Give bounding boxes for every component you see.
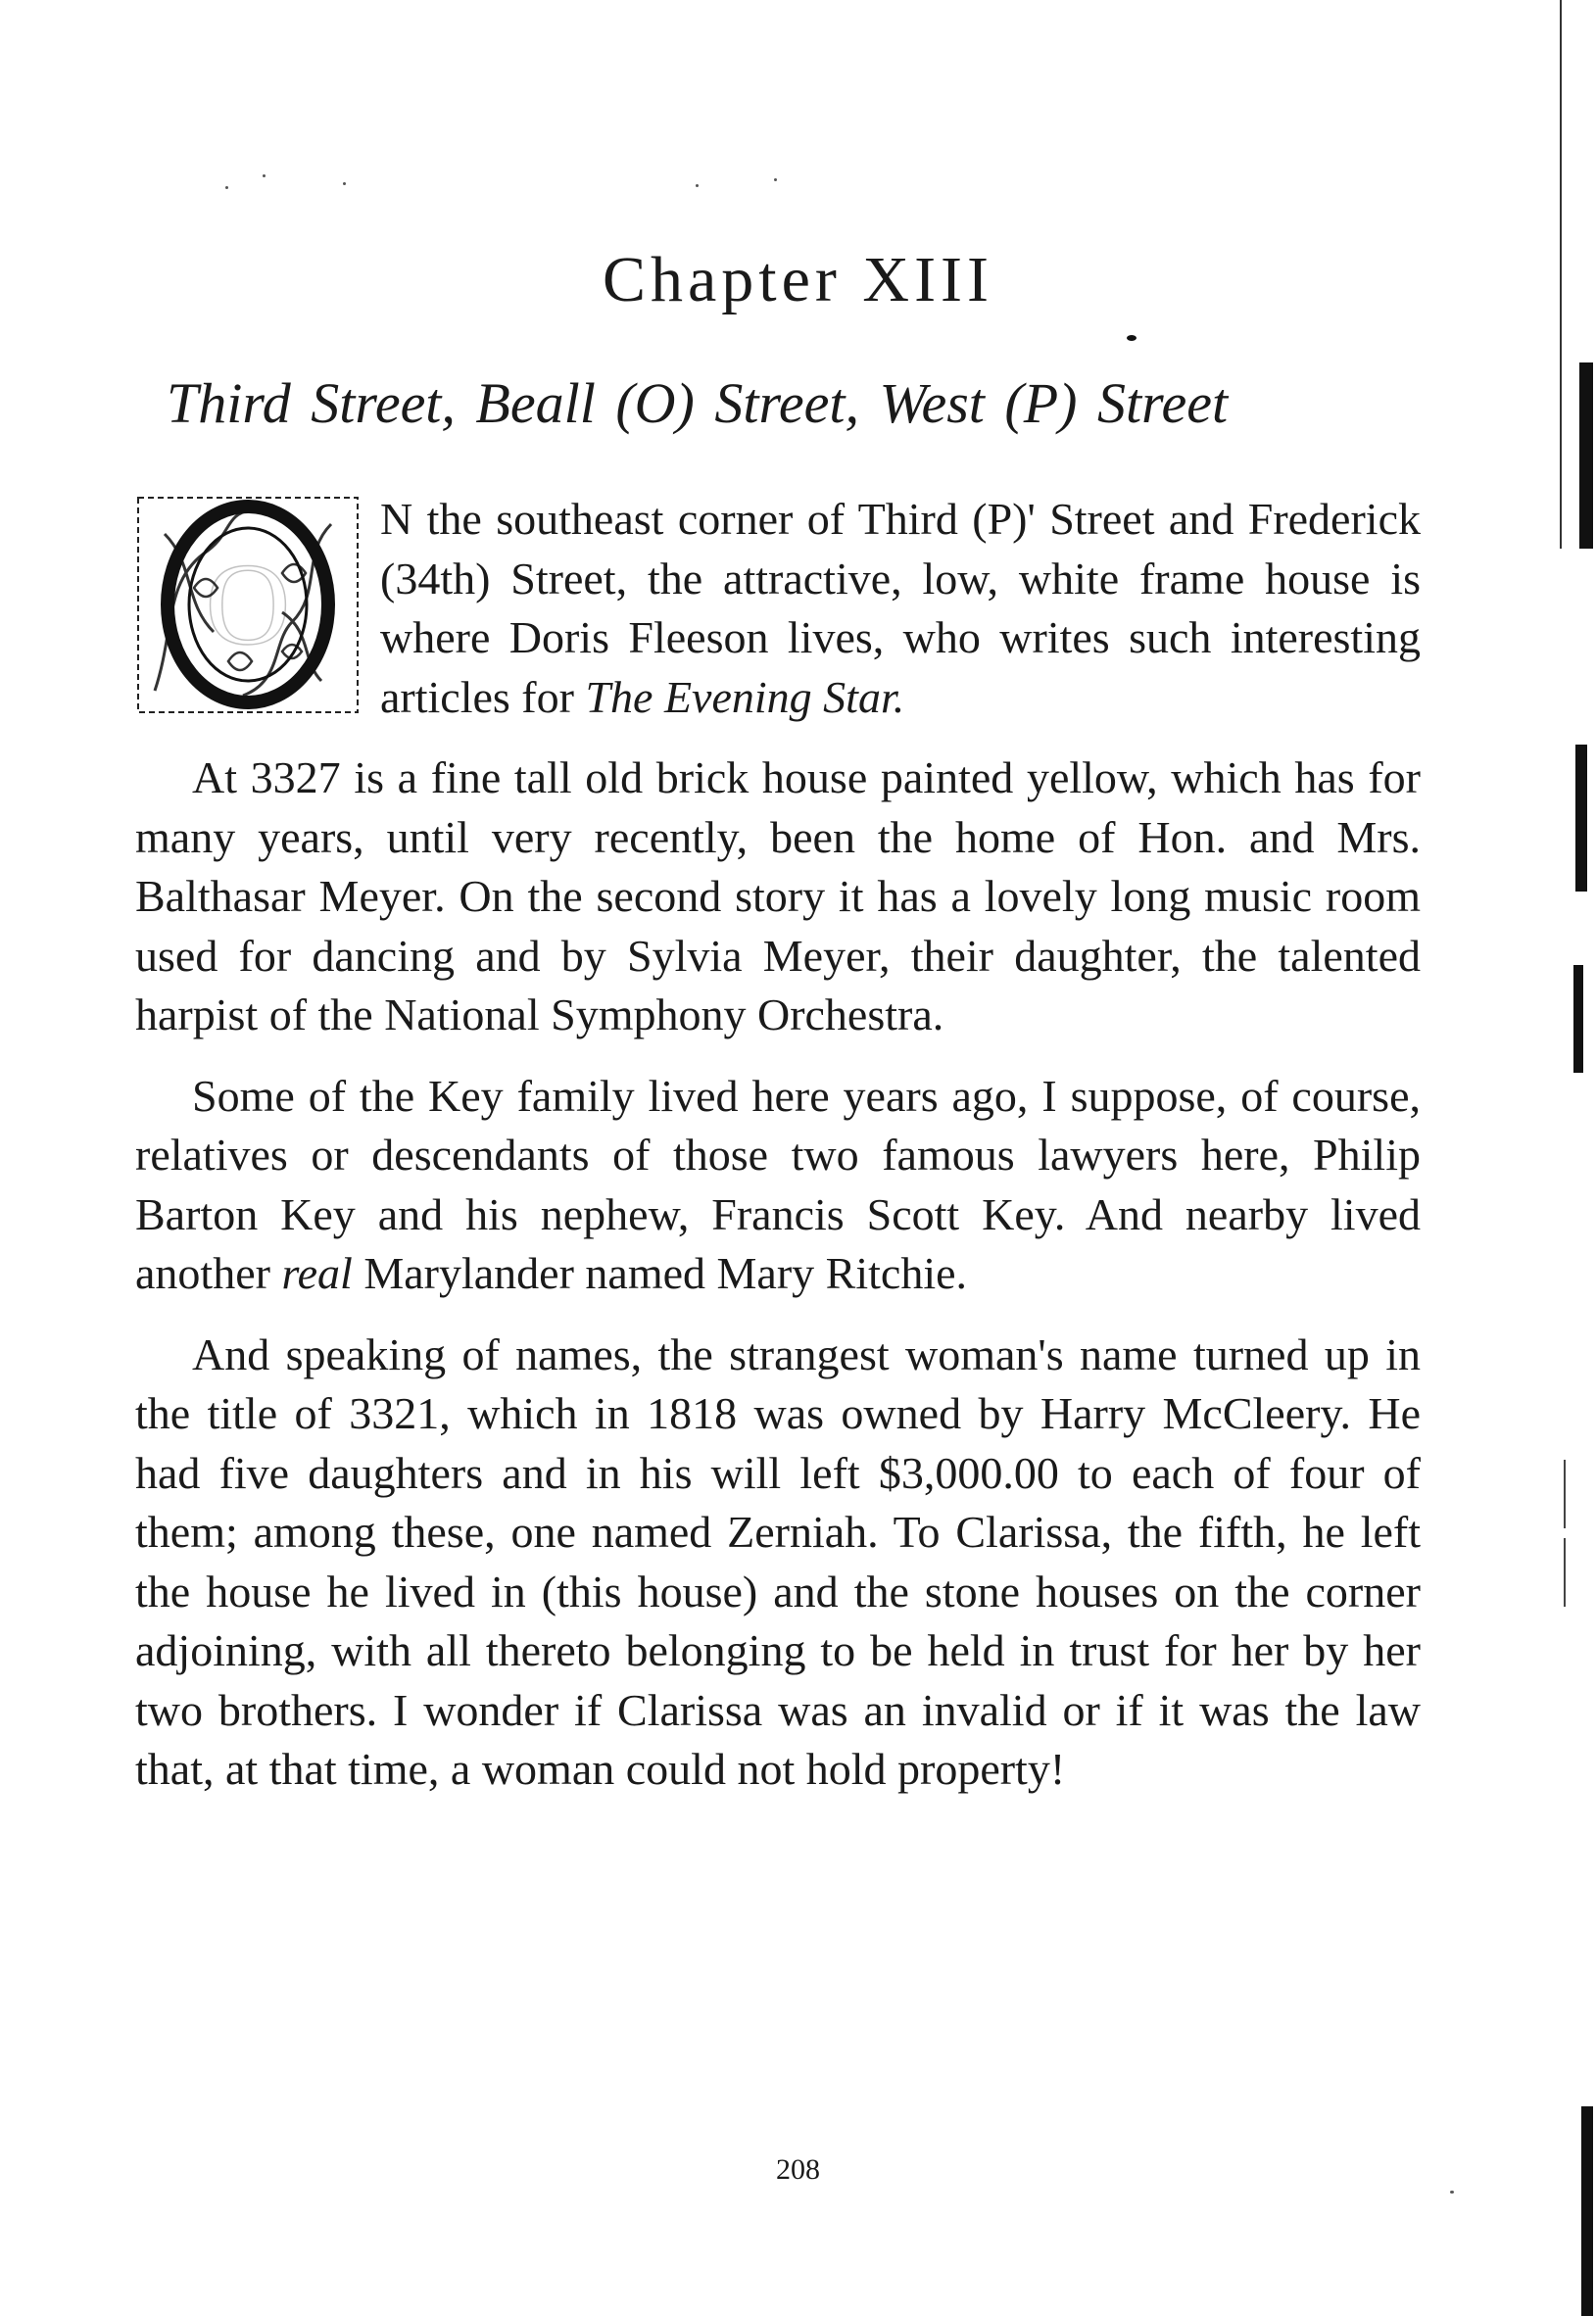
emphasis-real: real	[281, 1248, 353, 1298]
scan-edge-mark	[1564, 1460, 1566, 1528]
page-number: 208	[776, 2153, 820, 2186]
scan-edge-mark	[1573, 965, 1583, 1073]
scan-speck	[263, 174, 266, 177]
chapter-subtitle: Third Street, Beall (O) Street, West (P) Street	[167, 371, 1229, 435]
scan-speck	[1127, 335, 1137, 341]
scan-edge-mark	[1581, 2106, 1593, 2316]
paragraph-3-before: Some of the Key family lived here years ago, I suppose, of course, relatives or descendants of those two famous lawyers here, Philip Barton Key and his nephew, Francis Scott Key. And nearby lived another	[135, 1070, 1421, 1298]
paragraph-1-text: N the southeast corner of Third (P)' Street and Frederick (34th) Street, the attractive, low, white frame house is where Doris Fleeson lives, who writes such interesting articles for	[380, 494, 1421, 722]
paragraph-2: At 3327 is a fine tall old brick house painted yellow, which has for many years, until very recently, been the home of Hon. and Mrs. Balthasar Meyer. On the second story it has a lovely long music room used for dancing and by Sylvia Meyer, their daughter, the talented harpist of the National Symphony Orchestra.	[135, 752, 1421, 1039]
scan-speck	[225, 186, 228, 189]
scan-speck	[1450, 2191, 1454, 2194]
paragraph-3	[135, 1067, 1421, 1304]
body-text	[135, 490, 1421, 1821]
drop-cap-letter: O	[205, 539, 291, 669]
scan-speck	[696, 184, 699, 187]
scan-edge-mark	[1560, 0, 1562, 549]
publication-name: The Evening Star.	[585, 671, 905, 722]
ornamental-drop-cap-o	[135, 495, 361, 715]
paragraph-1	[135, 490, 1421, 727]
scan-edge-mark	[1564, 1538, 1566, 1607]
chapter-title: Chapter XIII	[602, 244, 994, 315]
scan-speck	[774, 178, 777, 181]
paragraph-4: And speaking of names, the strangest woman's name turned up in the title of 3321, which in 1818 was owned by Harry McCleery. He had five daughters and in his will left $3,000.00 to each of four of them; among these, one named Zerniah. To Clarissa, the fifth, he left the house he lived in (this house) and the stone houses on the corner adjoining, with all thereto belonging to be held in trust for her by her two brothers. I wonder if Clarissa was an invalid or if it was the law that, at that time, a woman could not hold property!	[135, 1328, 1421, 1794]
scan-edge-mark	[1579, 362, 1593, 549]
scan-edge-mark	[1575, 745, 1587, 892]
paragraph-3-after: Marylander named Mary Ritchie.	[363, 1248, 968, 1298]
scan-speck	[343, 182, 346, 185]
